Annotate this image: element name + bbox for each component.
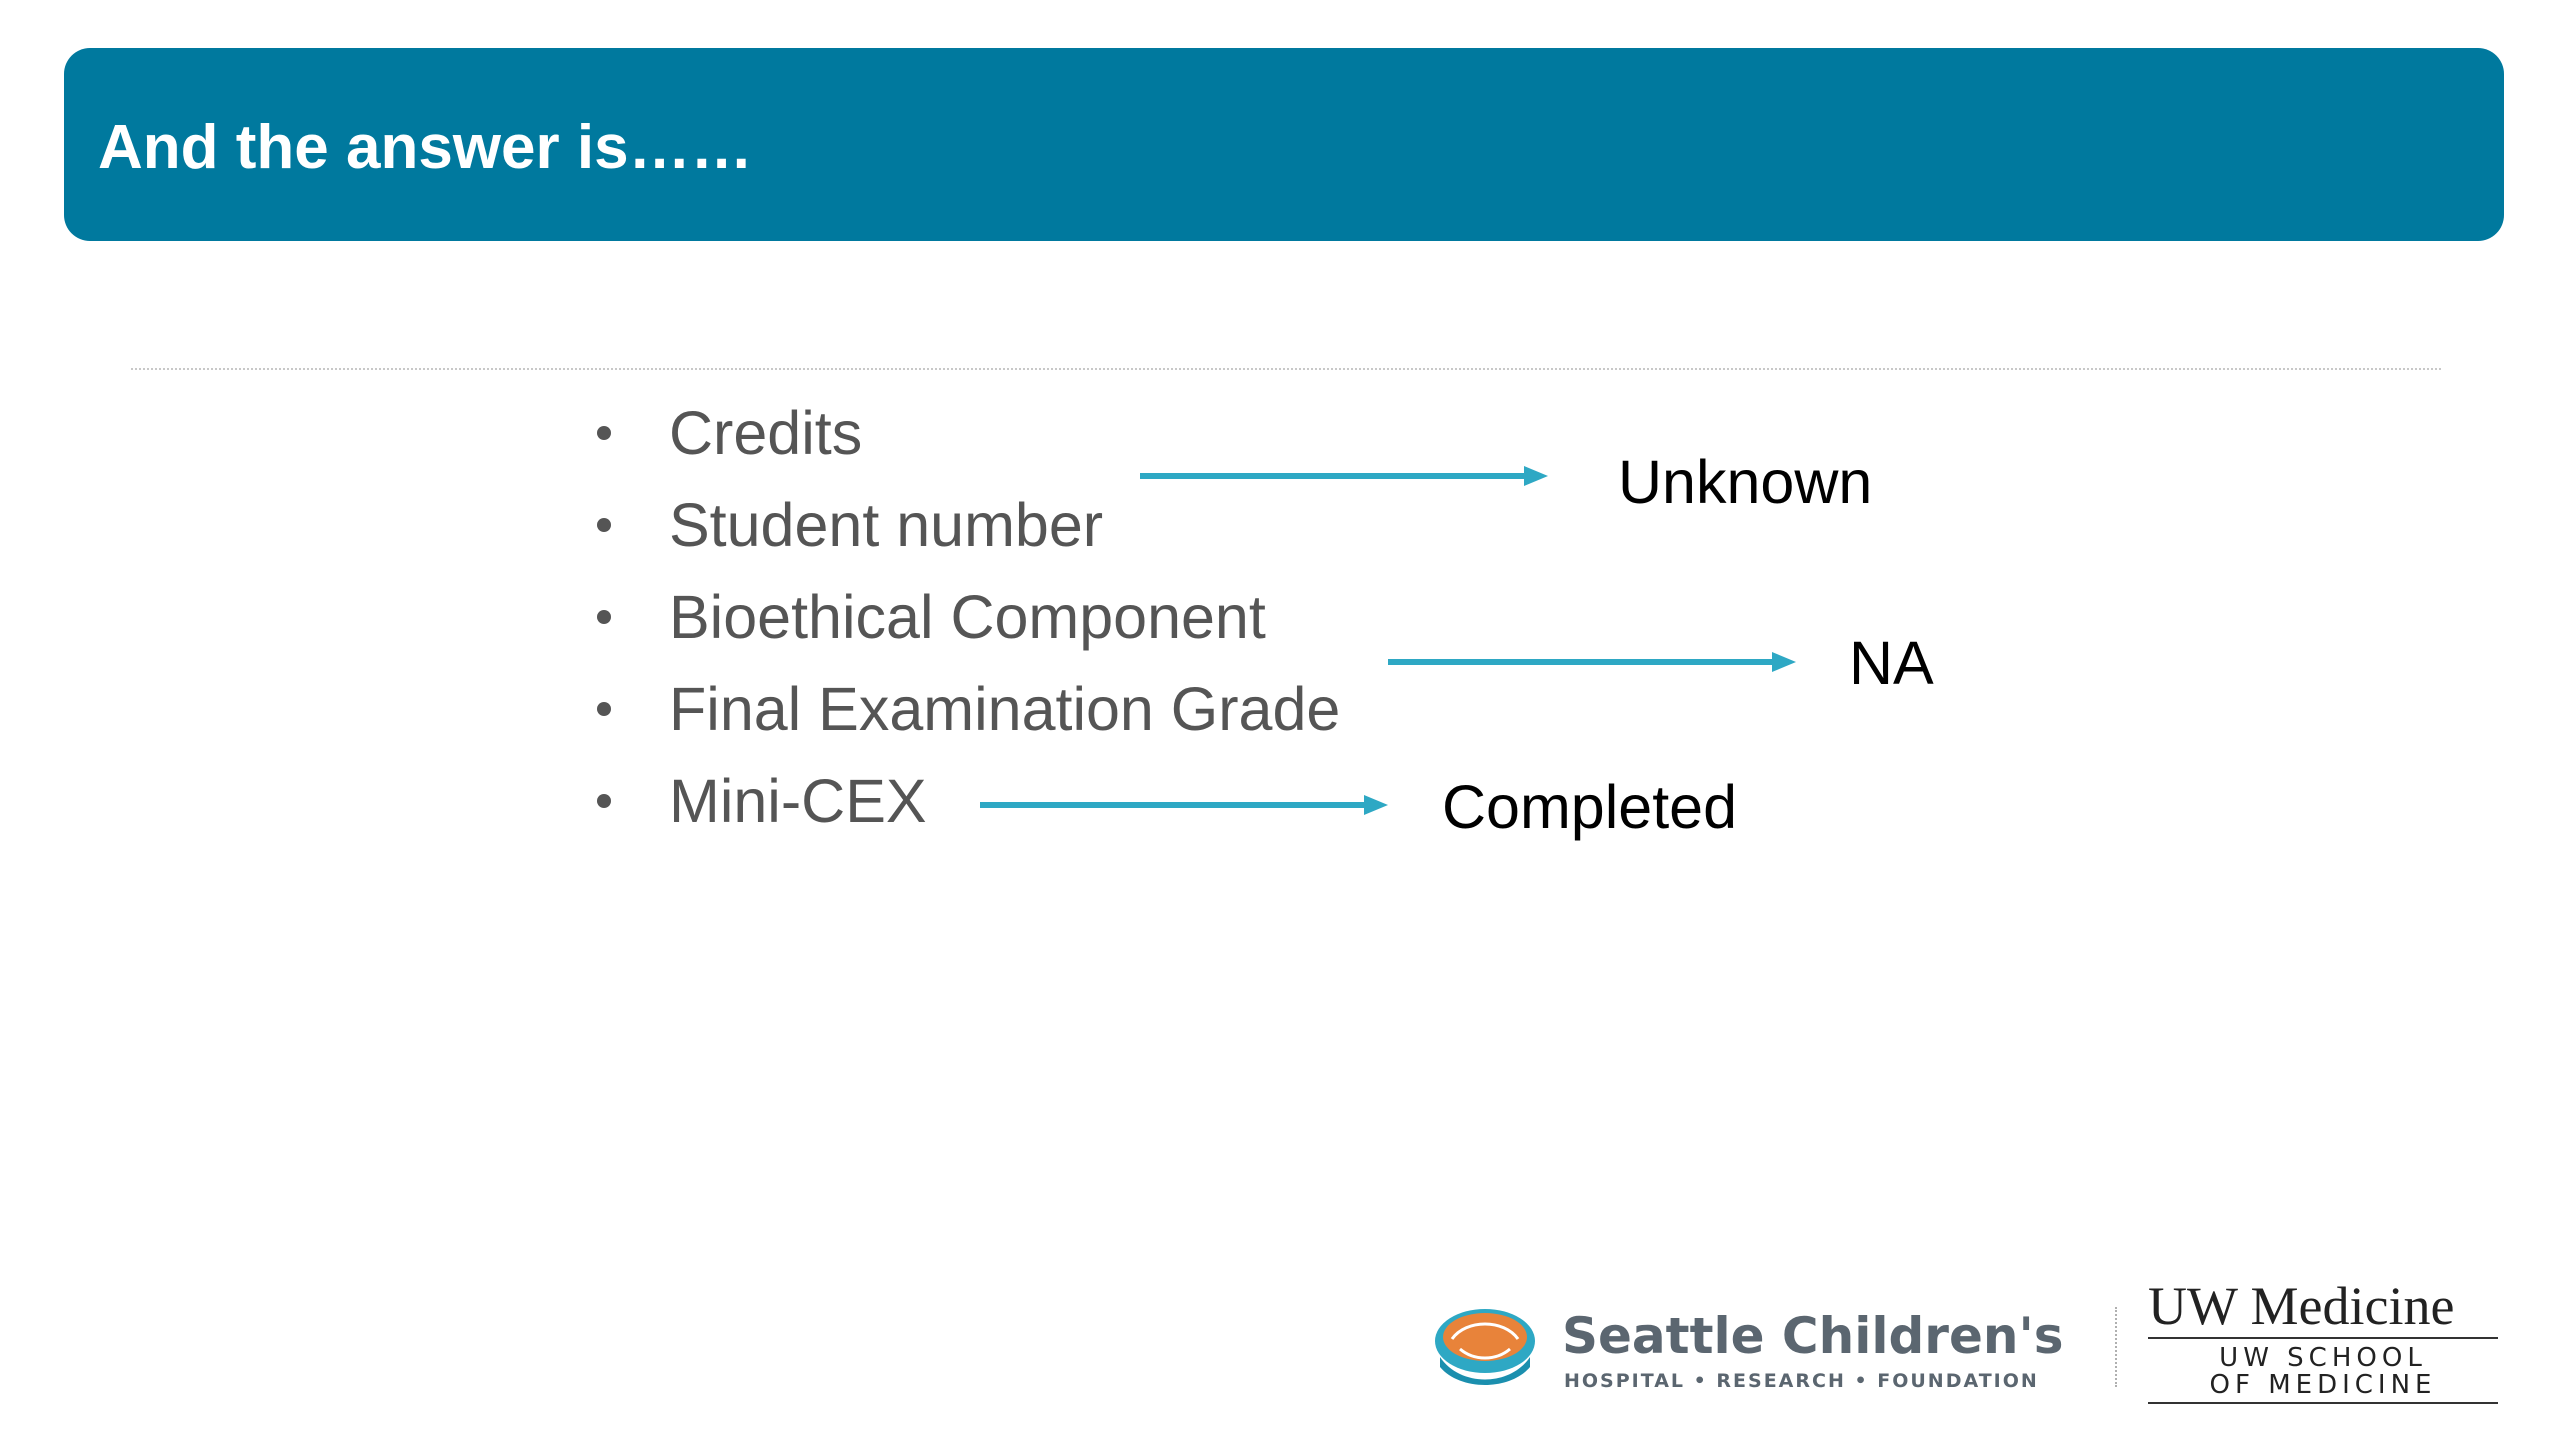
result-na: NA <box>1849 629 1934 697</box>
bullet-label: Bioethical Component <box>669 583 1266 651</box>
seattle-childrens-name: Seattle Children's <box>1562 1307 2064 1365</box>
arrow-to-na <box>1388 652 1796 672</box>
uw-school-line1: UW SCHOOL <box>2219 1343 2427 1373</box>
uw-medicine-name: UW Medicine <box>2148 1276 2455 1336</box>
bullet-label: Final Examination Grade <box>669 675 1341 743</box>
bullet-label: Credits <box>669 399 863 467</box>
footer-logos <box>1430 1275 2530 1425</box>
arrow-to-unknown <box>1140 466 1548 486</box>
uw-school-label <box>2148 1345 2498 1399</box>
arrow-to-completed <box>980 795 1388 815</box>
seattle-childrens-logo-icon <box>1430 1305 1540 1387</box>
bullet-label: Student number <box>669 491 1104 559</box>
result-completed: Completed <box>1442 773 1737 841</box>
bullet-label: Mini-CEX <box>669 767 927 835</box>
uw-rule-top <box>2148 1337 2498 1339</box>
seattle-childrens-tagline: HOSPITAL • RESEARCH • FOUNDATION <box>1564 1370 2039 1392</box>
logo-separator <box>2115 1307 2117 1387</box>
uw-school-line2: OF MEDICINE <box>2209 1370 2437 1400</box>
result-unknown: Unknown <box>1618 448 1873 516</box>
uw-rule-bottom <box>2148 1402 2498 1404</box>
slide-title: And the answer is…… <box>98 113 753 182</box>
